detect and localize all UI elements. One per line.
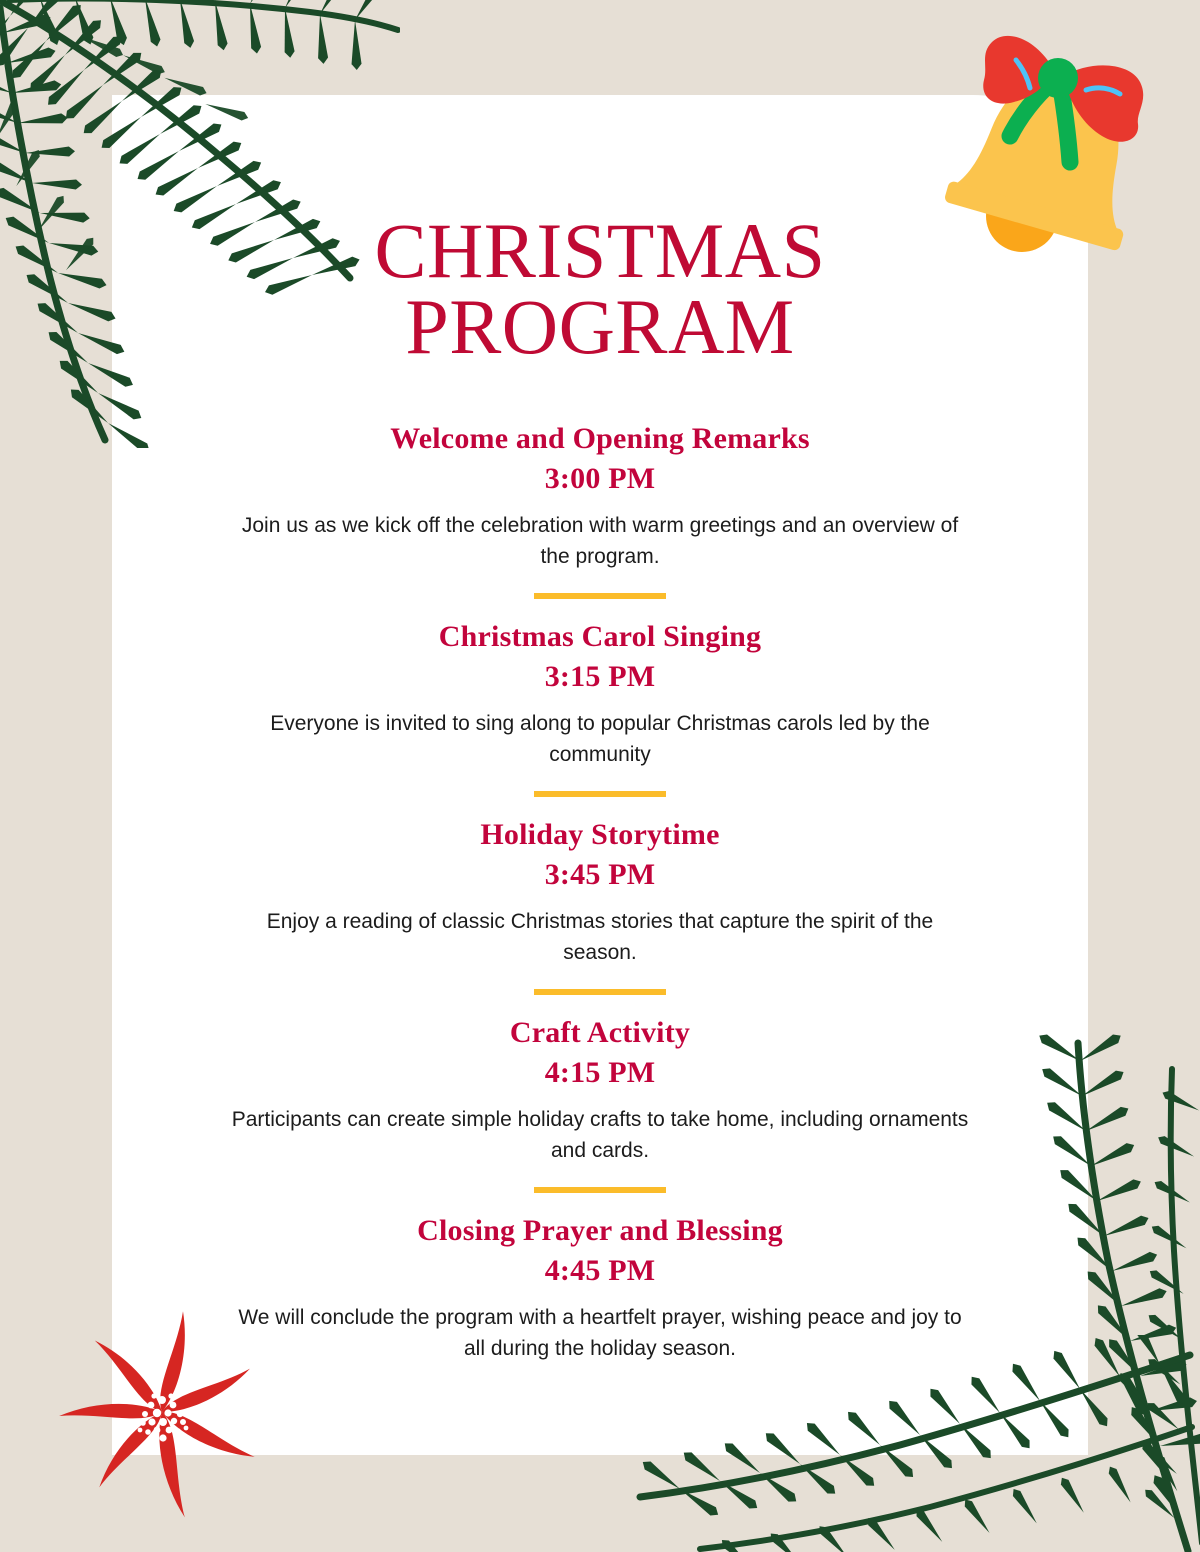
program-item-divider [534,1187,666,1193]
title-line-2: PROGRAM [405,282,795,370]
program-item-time: 3:15 PM [544,659,656,693]
program-item [112,815,1088,995]
page-title [112,95,1088,370]
program-item [112,1013,1088,1193]
program-item-time: 3:45 PM [544,857,656,891]
program-item [112,1211,1088,1365]
title-line-1: CHRISTMAS [374,207,826,294]
bow-left-wing [983,36,1054,104]
program-item [112,419,1088,599]
program-item-title: Welcome and Opening Remarks [390,422,810,456]
bow-highlight-left [1016,60,1030,88]
program-item-time: 4:15 PM [544,1055,656,1089]
program-item-title: Holiday Storytime [480,818,720,852]
program-schedule-list [112,419,1088,1365]
bow-knot [1038,58,1078,98]
poster-content [112,95,1088,1455]
program-item-description: Participants can create simple holiday crafts to take home, including ornaments and cards. [231,1107,969,1163]
program-item-title: Closing Prayer and Blessing [417,1214,783,1248]
program-item-time: 4:45 PM [544,1253,656,1287]
program-item-time: 3:00 PM [544,461,656,495]
program-item-title: Christmas Carol Singing [438,620,762,654]
program-item-title: Craft Activity [509,1016,691,1050]
program-item-description: Everyone is invited to sing along to popular Christmas carols led by the community [270,711,930,767]
program-item-description: Join us as we kick off the celebration with warm greetings and an overview of the program. [241,513,959,569]
bow-highlight-right [1086,88,1120,94]
program-item-description: Enjoy a reading of classic Christmas stories that capture the spirit of the season. [266,909,934,965]
program-item-divider [534,989,666,995]
program-item-divider [534,791,666,797]
program-item [112,617,1088,797]
program-item-description: We will conclude the program with a heartfelt prayer, wishing peace and joy to all during the holiday season. [238,1305,962,1361]
program-item-divider [534,593,666,599]
